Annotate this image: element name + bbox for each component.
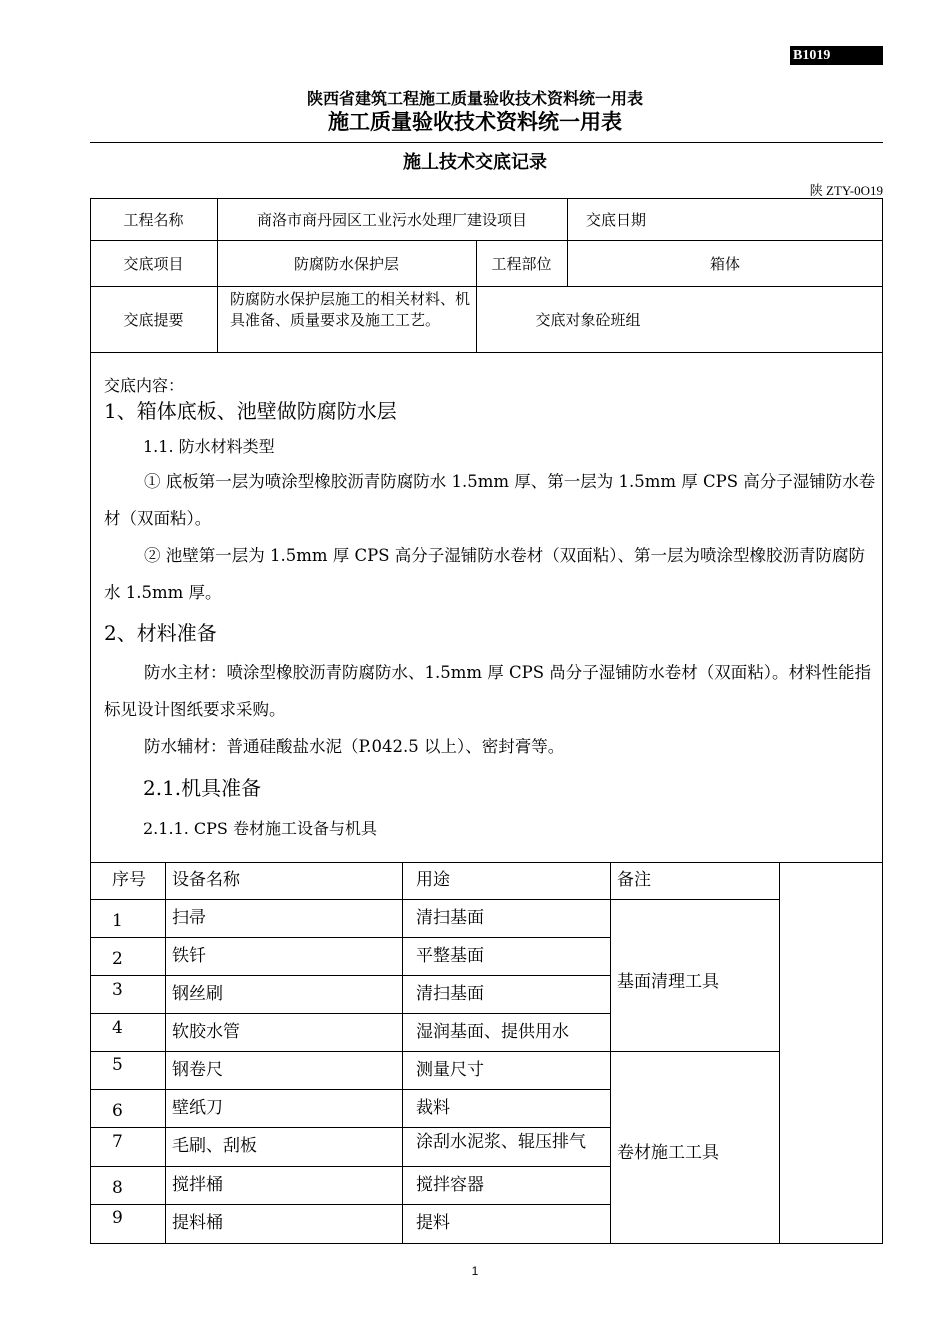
content-left-border (90, 353, 91, 863)
table-row-name: 扫帚 (172, 908, 206, 928)
date-label: 交底日期 (586, 210, 647, 229)
table-row-no: 7 (112, 1132, 123, 1152)
item-label: 交底项目 (123, 254, 184, 273)
info-col-divider (567, 198, 568, 240)
table-row-name: 钢丝刷 (172, 984, 223, 1004)
eq-header-no: 序号 (112, 870, 146, 890)
table-row-use: 搅拌容器 (416, 1175, 484, 1195)
project-name: 商洛市商丹园区工业污水处理厂建设项目 (256, 210, 527, 229)
section-1-heading: 1、箱体底板、池壁做防腐防水层 (104, 399, 397, 423)
eq-header-name: 设备名称 (172, 870, 240, 890)
table-row-use: 清扫基面 (416, 908, 484, 928)
eq-row-divider (90, 1013, 610, 1014)
group-note-membrane: 卷材施工工具 (617, 1143, 719, 1163)
table-row-no: 5 (112, 1055, 123, 1075)
section-2-heading: 2、材料准备 (104, 621, 217, 645)
eq-row-divider (90, 937, 610, 938)
eq-row-divider (90, 1089, 610, 1090)
table-row-no: 8 (112, 1178, 123, 1198)
eq-row-divider (90, 975, 610, 976)
summary-label: 交底提要 (123, 311, 184, 329)
table-row-use: 涂刮水泥浆、辊压排气 (416, 1132, 586, 1152)
record-title: 施丄技术交底记录 (403, 152, 547, 173)
paragraph-2: ② 池壁第一层为 1.5mm 厚 CPS 高分子湿铺防水卷材（双面粘）、第一层为喷涂型橡胶沥青防腐防水 1.5mm 厚。 (104, 546, 866, 602)
record-code: 陕 ZTY-0O19 (809, 183, 883, 198)
page-number: 1 (471, 1264, 479, 1278)
table-row-name: 钢卷尺 (172, 1060, 223, 1080)
eq-row-divider (90, 1127, 610, 1128)
eq-col-divider (610, 862, 611, 1244)
table-row-name: 铁钎 (172, 946, 206, 966)
header-line1: 陕西省建筑工程施工质量验收技术资料统一用表 (306, 89, 643, 108)
eq-row-divider (90, 1166, 610, 1167)
part-label: 工程部位 (491, 254, 552, 273)
table-row-use: 湿润基面、提供用水 (416, 1022, 569, 1042)
eq-col-divider (779, 862, 780, 1244)
item-value: 防腐防水保护层 (293, 254, 399, 273)
table-row-use: 平整基面 (416, 946, 484, 966)
table-row-use: 测量尺寸 (416, 1060, 484, 1080)
header-rule (90, 142, 883, 143)
eq-col-divider (165, 862, 166, 1244)
group-note-cleaning: 基面清理工具 (617, 972, 719, 992)
summary-value: 防腐防水保护层施工的相关材料、机具准备、质量要求及施工工艺。 (230, 290, 471, 329)
table-row-name: 壁纸刀 (172, 1098, 223, 1118)
table-row-no: 3 (112, 980, 123, 1000)
eq-col-divider (402, 862, 403, 1244)
table-row-no: 4 (112, 1018, 123, 1038)
table-row-no: 2 (112, 949, 123, 969)
part-value: 箱体 (709, 254, 740, 273)
section-1-1-heading: 1.1. 防水材料类型 (143, 437, 275, 456)
eq-header-note: 备注 (617, 870, 651, 890)
eq-header-use: 用途 (416, 870, 450, 890)
table-row-name: 搅拌桶 (172, 1175, 223, 1195)
table-row-name: 软胶水管 (172, 1022, 240, 1042)
eq-row-divider (90, 1051, 779, 1052)
table-row-use: 裁料 (416, 1098, 450, 1118)
section-2-1-heading: 2.1.机具准备 (143, 776, 262, 800)
section-2-1-1-heading: 2.1.1. CPS 卷材施工设备与机具 (143, 819, 377, 838)
paragraph-1: ① 底板第一层为喷涂型橡胶沥青防腐防水 1.5mm 厚、第一层为 1.5mm 厚 CPS 高分子湿铺防水卷材（双面粘）。 (104, 472, 876, 528)
eq-row-divider (90, 899, 779, 900)
content-right-border (882, 353, 883, 863)
table-row-use: 提料 (416, 1213, 450, 1233)
target-value: 交底对象砼班组 (535, 311, 641, 329)
table-row-no: 6 (112, 1101, 123, 1121)
table-row-no: 1 (112, 911, 123, 931)
table-row-name: 毛刷、刮板 (172, 1136, 257, 1156)
project-name-label: 工程名称 (123, 210, 184, 229)
form-code-badge: B1019 (790, 46, 883, 65)
paragraph-3: 防水主材：喷涂型橡胶沥青防腐防水、1.5mm 厚 CPS 咼分子湿铺防水卷材（双面粘）。材料性能指标见设计图纸要求采购。 (104, 663, 872, 719)
paragraph-4: 防水辅材：普通硅酸盐水泥（P.042.5 以上）、密封膏等。 (144, 737, 565, 756)
content-label: 交底内容： (104, 376, 185, 395)
eq-row-divider (90, 1204, 610, 1205)
header-line2: 施工质量验收技术资料统一用表 (328, 110, 622, 134)
table-row-use: 清扫基面 (416, 984, 484, 1004)
table-row-no: 9 (112, 1208, 123, 1228)
table-row-name: 提料桶 (172, 1213, 223, 1233)
